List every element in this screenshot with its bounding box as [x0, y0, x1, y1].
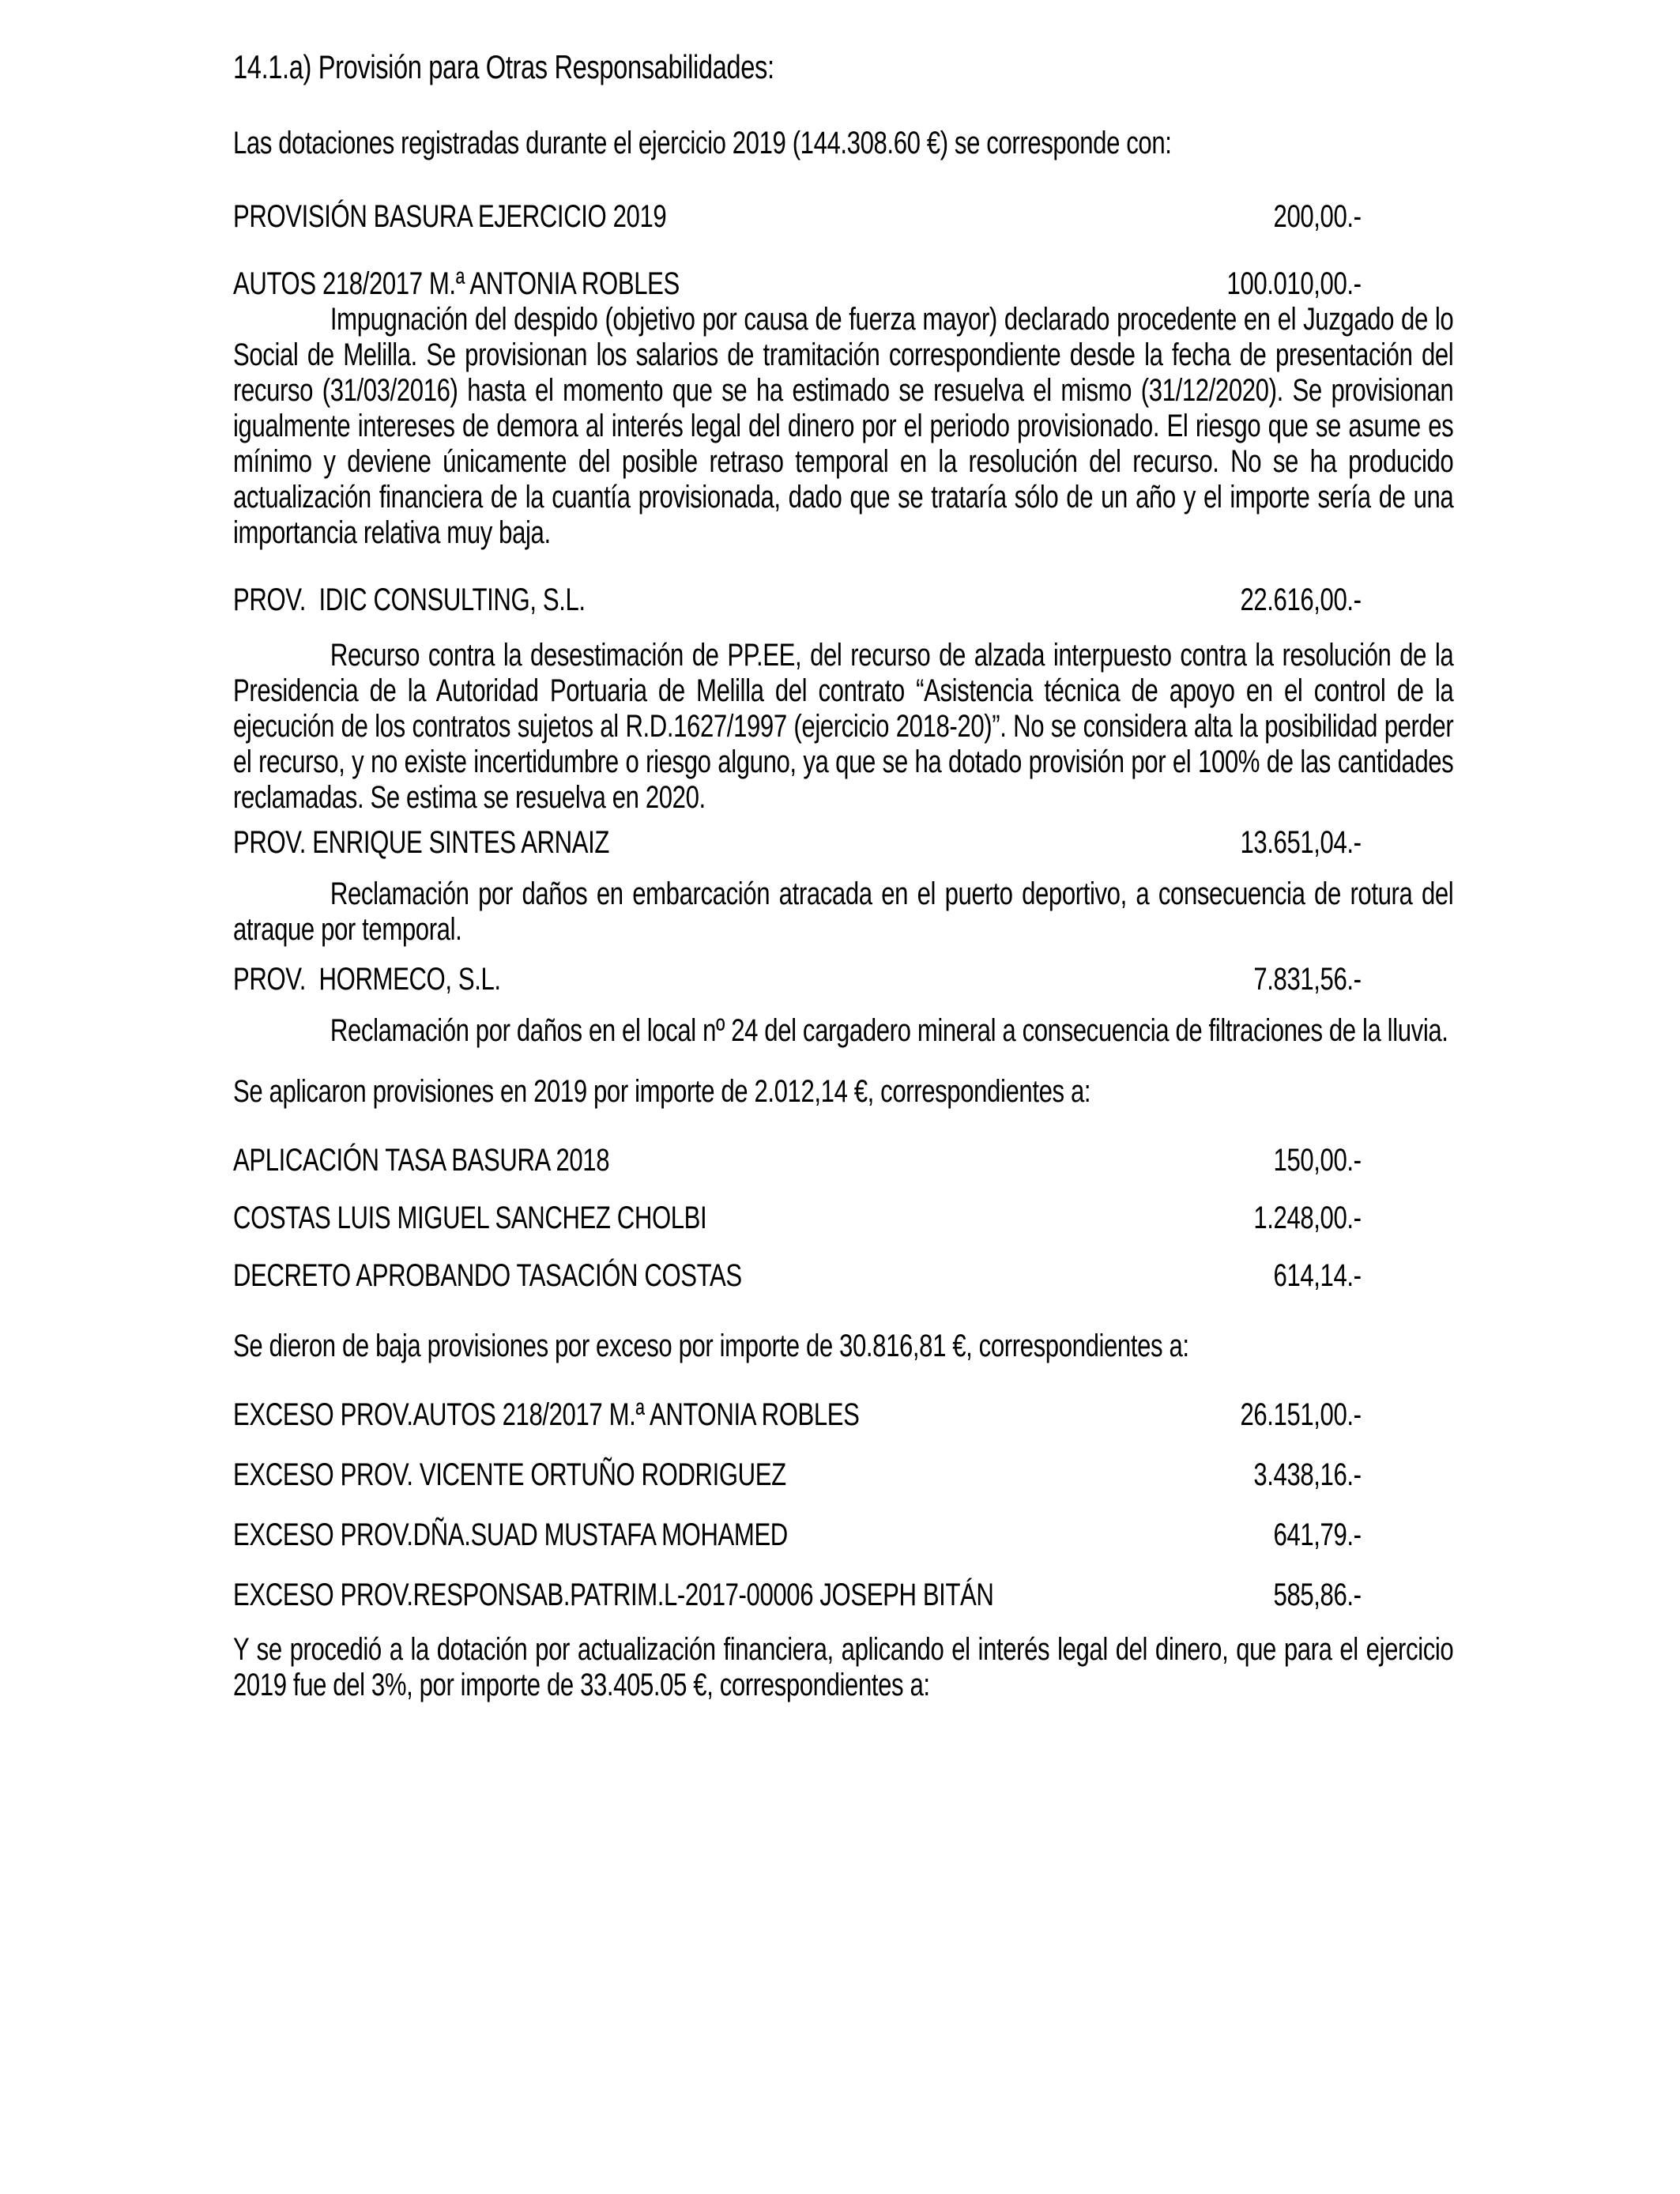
provision-idic-label: PROV. IDIC CONSULTING, S.L. [233, 582, 586, 617]
provision-hormeco-note: Reclamación por daños en el local nº 24 del cargadero mineral a consecuencia de filtraciones de la lluvia. [330, 1013, 1448, 1048]
baja-exceso-autos-amount: 26.151,00.- [1240, 1397, 1362, 1432]
provision-enrique-note: Reclamación por daños en embarcación atracada en el puerto deportivo, a consecuencia de rotura del atraque por temporal. [233, 876, 1454, 947]
provision-basura-label: PROVISIÓN BASURA EJERCICIO 2019 [233, 199, 667, 234]
baja-row-exceso-ortuno [233, 1457, 1453, 1493]
provision-row-basura [233, 199, 1453, 235]
baja-exceso-bitan-label: EXCESO PROV.RESPONSAB.PATRIM.L-2017-00006 JOSEPH BITÁN [233, 1578, 994, 1612]
baja-row-exceso-bitan [233, 1578, 1453, 1613]
provision-autos-label: AUTOS 218/2017 M.ª ANTONIA ROBLES [233, 266, 680, 301]
provision-basura-amount: 200,00.- [1273, 199, 1362, 234]
cierre-paragraph: Y se procedió a la dotación por actualización financiera, aplicando el interés legal del dinero, que para el ejercicio 2019 fue del 3%, por importe de 33.405.05 €, correspondientes a: [233, 1632, 1454, 1702]
section-heading: 14.1.a) Provisión para Otras Responsabilidades: [233, 48, 774, 85]
dotaciones-intro-paragraph: Las dotaciones registradas durante el ejercicio 2019 (144.308.60 €) se corresponde con: [233, 126, 1172, 160]
provision-row-idic [233, 582, 1453, 618]
baja-exceso-autos-label: EXCESO PROV.AUTOS 218/2017 M.ª ANTONIA ROBLES [233, 1397, 860, 1432]
aplicacion-row-costas-cholbi [233, 1201, 1453, 1236]
baja-exceso-ortuno-label: EXCESO PROV. VICENTE ORTUÑO RODRIGUEZ [233, 1457, 786, 1492]
provision-autos-note: Impugnación del despido (objetivo por causa de fuerza mayor) declarado procedente en el Juzgado de lo Social de Melilla. Se provisionan los salarios de tramitación correspondiente desde la fecha de presentación del recurso (31/03/2016) hasta el momento que se ha estimado se resuelva el mismo (31/12/2020). Se provisionan igualmente intereses de demora al interés legal del dinero por el periodo provisionado. El riesgo que se asume es mínimo y deviene únicamente del posible retraso temporal en la resolución del recurso. No se ha producido actualización financiera de la cuantía provisionada, dado que se trataría sólo de un año y el importe sería de una importancia relativa muy baja. [233, 302, 1454, 550]
aplicaciones-intro-paragraph: Se aplicaron provisiones en 2019 por importe de 2.012,14 €, correspondientes a: [233, 1074, 1091, 1109]
aplicacion-costas-cholbi-label: COSTAS LUIS MIGUEL SANCHEZ CHOLBI [233, 1201, 707, 1235]
provision-hormeco-amount: 7.831,56.- [1253, 962, 1362, 997]
aplicacion-decreto-tasacion-amount: 614,14.- [1273, 1258, 1362, 1293]
baja-row-exceso-suad [233, 1517, 1453, 1553]
baja-exceso-ortuno-amount: 3.438,16.- [1253, 1457, 1362, 1492]
provision-idic-note: Recurso contra la desestimación de PP.EE, del recurso de alzada interpuesto contra la resolución de la Presidencia de la Autoridad Portuaria de Melilla del contrato “Asistencia técnica de apoyo en el control de la ejecución de los contratos sujetos al R.D.1627/1997 (ejercicio 2018-20)”. No se considera alta la posibilidad perder el recurso, y no existe incertidumbre o riesgo alguno, ya que se ha dotado provisión por el 100% de las cantidades reclamadas. Se estima se resuelva en 2020. [233, 638, 1454, 815]
baja-exceso-suad-label: EXCESO PROV.DÑA.SUAD MUSTAFA MOHAMED [233, 1517, 788, 1552]
document-content [233, 0, 1453, 1703]
provision-row-enrique [233, 825, 1453, 861]
provision-idic-amount: 22.616,00.- [1240, 582, 1362, 617]
bajas-intro-paragraph: Se dieron de baja provisiones por exceso por importe de 30.816,81 €, correspondientes a: [233, 1329, 1189, 1363]
aplicacion-costas-cholbi-amount: 1.248,00.- [1253, 1201, 1362, 1235]
baja-exceso-suad-amount: 641,79.- [1273, 1517, 1362, 1552]
provision-row-autos [233, 266, 1453, 302]
baja-row-exceso-autos [233, 1397, 1453, 1433]
provision-hormeco-label: PROV. HORMECO, S.L. [233, 962, 501, 997]
provision-row-hormeco [233, 962, 1453, 997]
provision-enrique-label: PROV. ENRIQUE SINTES ARNAIZ [233, 825, 610, 860]
aplicacion-row-tasa-basura [233, 1143, 1453, 1178]
baja-exceso-bitan-amount: 585,86.- [1273, 1578, 1362, 1612]
aplicacion-tasa-basura-label: APLICACIÓN TASA BASURA 2018 [233, 1143, 610, 1178]
provision-enrique-amount: 13.651,04.- [1240, 825, 1362, 860]
aplicacion-decreto-tasacion-label: DECRETO APROBANDO TASACIÓN COSTAS [233, 1258, 742, 1293]
aplicacion-tasa-basura-amount: 150,00.- [1273, 1143, 1362, 1178]
provision-autos-amount: 100.010,00.- [1226, 266, 1362, 301]
aplicacion-row-decreto-tasacion [233, 1258, 1453, 1294]
